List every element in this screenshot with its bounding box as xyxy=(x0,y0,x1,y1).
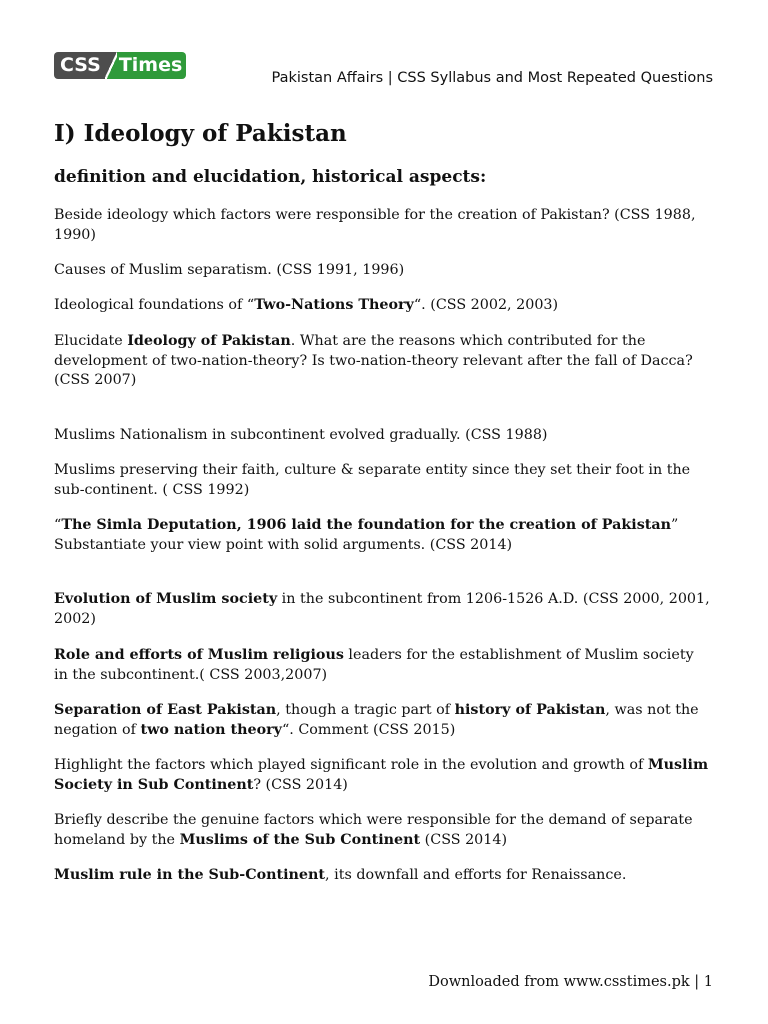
question-text: , though a tragic part of xyxy=(276,702,455,718)
question-text: Causes of Muslim separatism. (CSS 1991, 1996) xyxy=(54,262,405,278)
question-text: Briefly describe the genuine factors which were responsible for the demand of separate homeland by the xyxy=(54,812,693,848)
question-item xyxy=(54,206,710,245)
question-bold-text: Two-Nations Theory xyxy=(254,297,414,313)
question-bold-text: Ideology of Pakistan xyxy=(127,333,291,349)
question-text: “. Comment (CSS 2015) xyxy=(281,721,456,738)
question-item xyxy=(54,866,710,886)
question-text: in the subcontinent from 1206-1526 A.D. (CSS 2000, 2001, 2002) xyxy=(54,591,710,627)
question-item xyxy=(54,296,710,316)
question-item xyxy=(54,811,710,850)
question-item xyxy=(54,332,710,391)
question-item xyxy=(54,701,710,740)
question-text: “. (CSS 2002, 2003) xyxy=(413,297,559,313)
page-title: I) Ideology of Pakistan xyxy=(54,120,347,147)
question-text: , was not the negation of xyxy=(54,702,699,738)
question-text: ” Substantiate your view point with solid arguments. (CSS 2014) xyxy=(54,517,679,553)
question-item xyxy=(54,461,710,500)
question-bold-text: Muslims of the Sub Continent xyxy=(179,831,421,848)
question-item xyxy=(54,516,710,555)
question-text: Highlight the factors which played significant role in the evolution and growth of xyxy=(54,757,648,773)
question-text: Muslims preserving their faith, culture & separate entity since they set their foot in the sub-continent. ( CSS 1992) xyxy=(54,462,691,498)
question-bold-text: Muslim rule in the Sub-Continent xyxy=(54,867,326,883)
question-bold-text: Separation of East Pakistan xyxy=(54,702,277,718)
question-text: Muslims Nationalism in subcontinent evolved gradually. (CSS 1988) xyxy=(54,427,548,443)
question-text: Ideological foundations of “ xyxy=(54,297,255,313)
question-text: Elucidate xyxy=(54,333,128,349)
question-bold-text: Evolution of Muslim society xyxy=(54,591,278,607)
page-header: Pakistan Affairs | CSS Syllabus and Most Repeated Questions xyxy=(271,70,713,86)
page-footer: Downloaded from www.csstimes.pk | 1 xyxy=(428,974,713,990)
logo-times-text: Times xyxy=(117,52,186,79)
question-item xyxy=(54,261,710,281)
question-text: . What are the reasons which contributed for the development of two-nation-theory? Is two-nation-theory relevant after the fall of Dacca? (CSS 2007) xyxy=(54,333,693,388)
question-item xyxy=(54,426,710,446)
question-text: Beside ideology which factors were responsible for the creation of Pakistan? (CSS 1988, 1990) xyxy=(54,207,696,243)
question-bold-text: history of Pakistan xyxy=(454,702,606,718)
question-bold-text: two nation theory xyxy=(140,721,282,738)
csstimes-logo xyxy=(54,52,186,79)
question-text: (CSS 2014) xyxy=(420,831,508,848)
question-item xyxy=(54,756,710,795)
question-text: leaders for the establishment of Muslim society in the subcontinent.( CSS 2003,2007) xyxy=(54,647,694,683)
question-text: “ xyxy=(54,517,62,533)
logo-slash-mark xyxy=(105,52,117,79)
question-text: , its downfall and efforts for Renaissance. xyxy=(325,867,627,883)
question-item xyxy=(54,646,710,685)
question-item xyxy=(54,590,710,629)
question-bold-text: The Simla Deputation, 1906 laid the foundation for the creation of Pakistan xyxy=(61,517,672,533)
section-heading: definition and elucidation, historical aspects: xyxy=(54,167,487,187)
question-text: ? (CSS 2014) xyxy=(253,776,348,793)
question-bold-text: Role and efforts of Muslim religious xyxy=(54,647,344,663)
logo-css-text: CSS xyxy=(54,52,105,79)
question-bold-text: Muslim Society in Sub Continent xyxy=(54,757,709,793)
